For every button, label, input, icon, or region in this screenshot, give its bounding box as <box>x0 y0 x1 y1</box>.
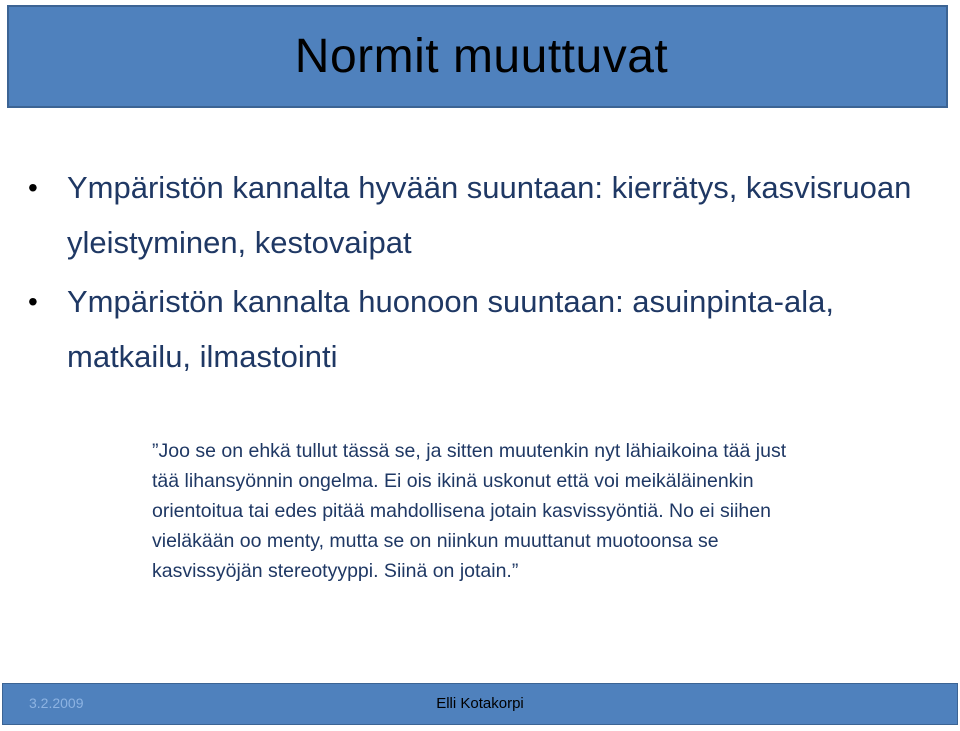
bullet-list <box>0 160 960 388</box>
footer-date: 3.2.2009 <box>29 695 84 711</box>
title-bar <box>7 5 948 108</box>
footer-bar <box>2 683 958 725</box>
bullet-text: Ympäristön kannalta huonoon suuntaan: asuinpinta-ala, matkailu, ilmastointi <box>67 284 834 374</box>
footer-author: Elli Kotakorpi <box>436 695 524 712</box>
bullet-item <box>0 160 960 270</box>
interview-quote: ”Joo se on ehkä tullut tässä se, ja sitten muutenkin nyt lähiaikoina tää just tää lihansyönnin ongelma. Ei ois ikinä uskonut että voi meikäläinenkin orientoitua tai edes pitää mahdollisena jotain kasvissyöntiä. No ei siihen vieläkään oo menty, mutta se on niinkun muuttanut muotoonsa se kasvissyöjän stereotyyppi. Siinä on jotain.” <box>152 440 787 582</box>
bullet-icon: • <box>28 172 38 203</box>
bullet-item <box>0 274 960 384</box>
slide-title: Normit muuttuvat <box>294 30 669 83</box>
bullet-text: Ympäristön kannalta hyvään suuntaan: kierrätys, kasvisruoan yleistyminen, kestovaipat <box>67 170 912 260</box>
bullet-icon: • <box>28 286 38 317</box>
